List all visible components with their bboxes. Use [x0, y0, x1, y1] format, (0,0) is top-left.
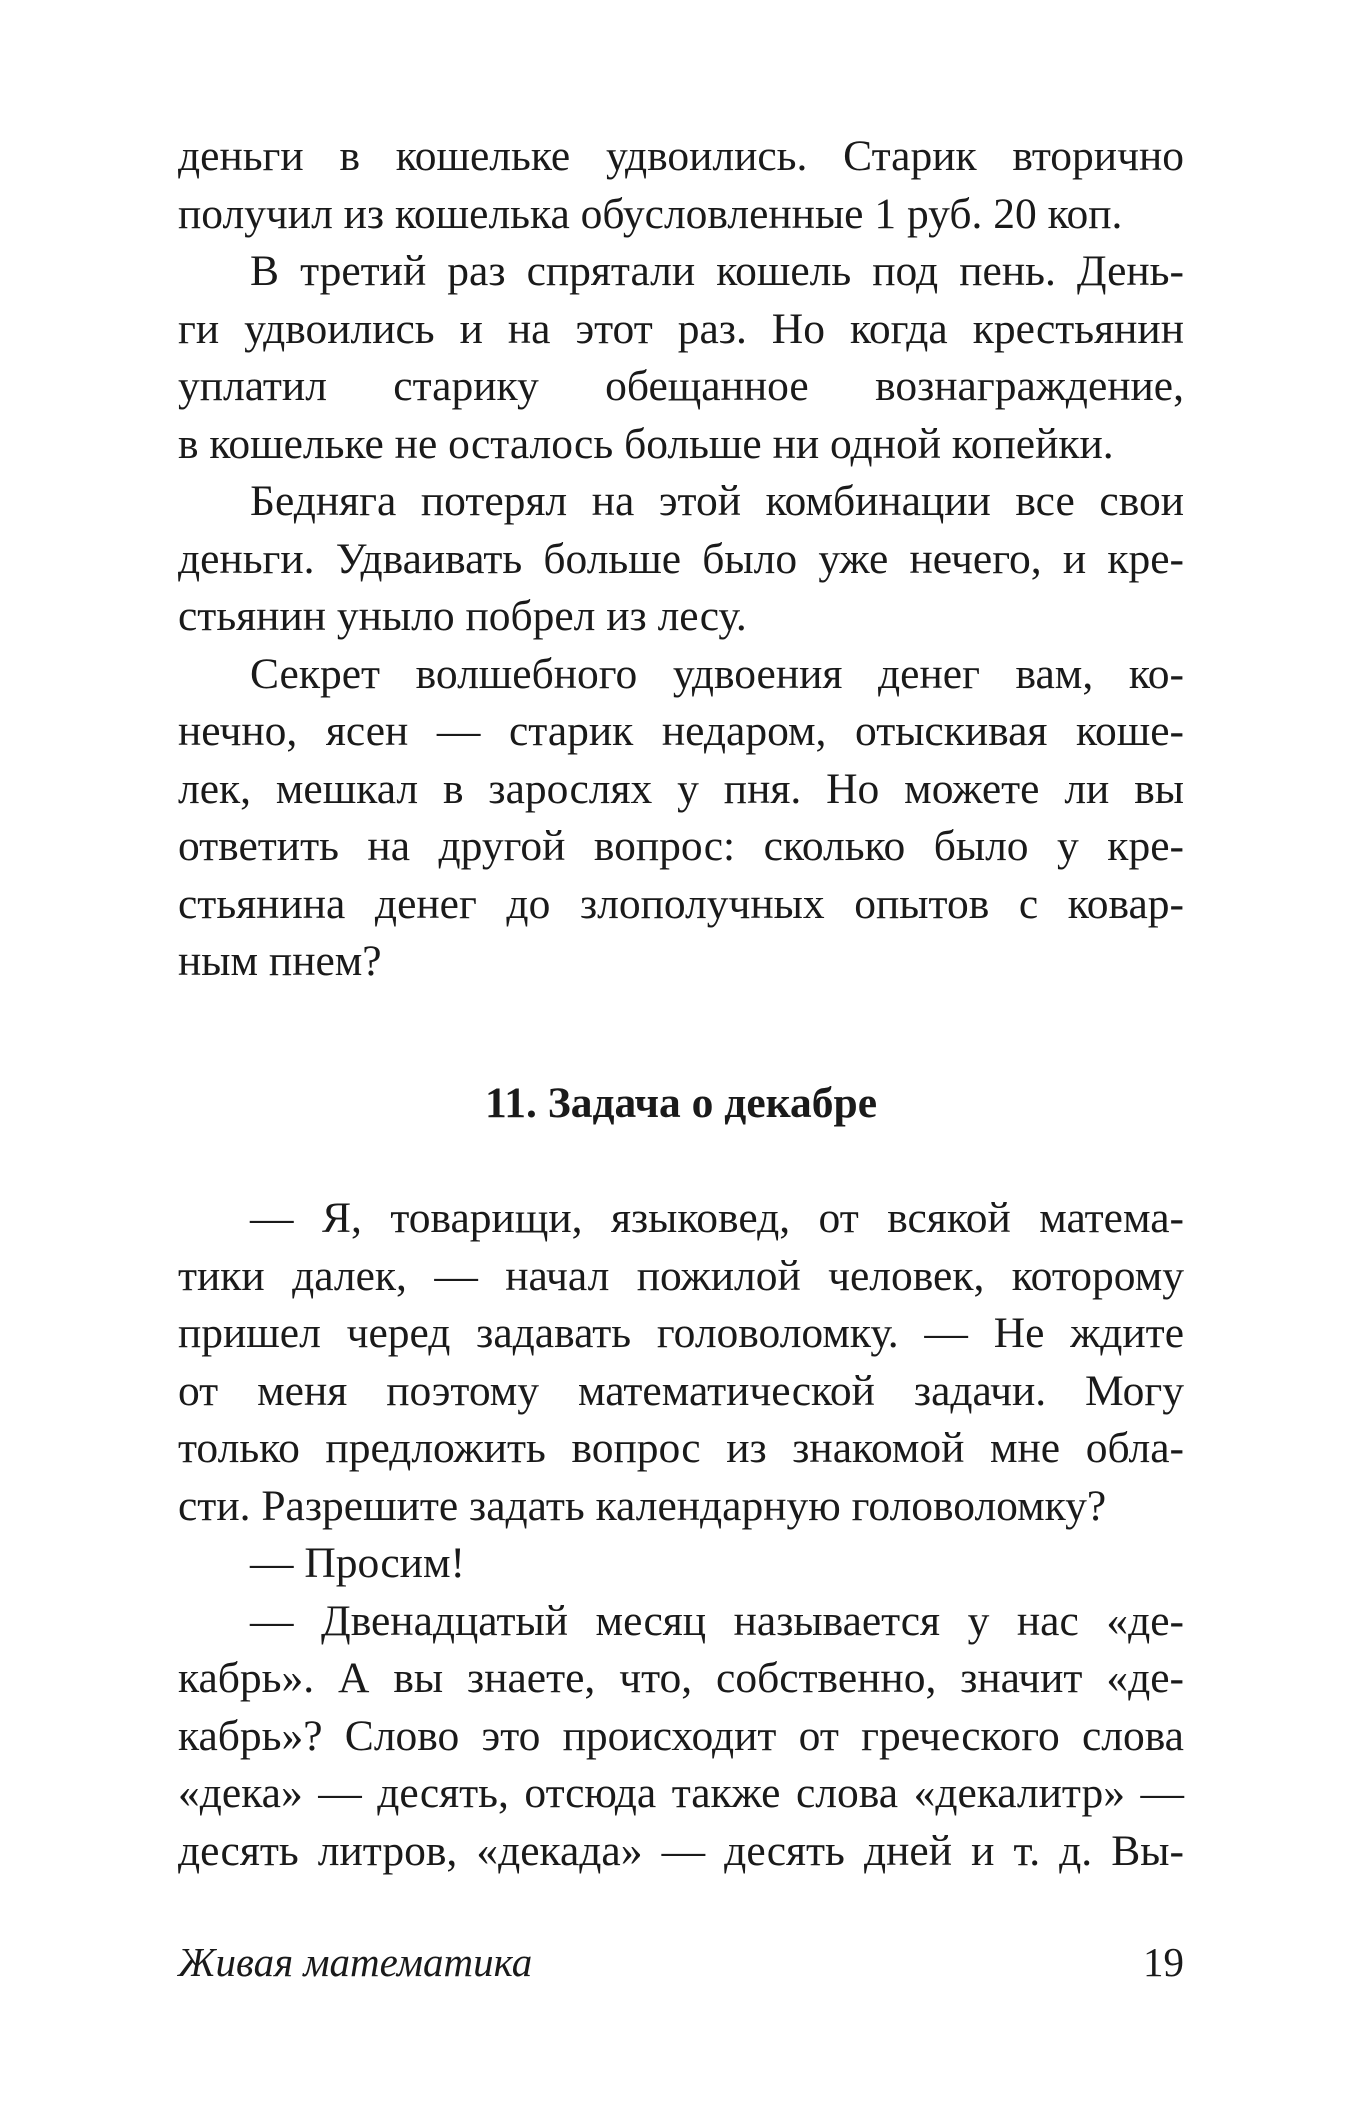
text-line: кабрь». А вы знаете, что, собственно, значит «де-	[178, 1654, 1184, 1702]
text-line: от меня поэтому математической задачи. Могу	[178, 1366, 1184, 1415]
text-line: получил из кошелька обусловленные 1 руб. 20 коп.	[178, 189, 1123, 238]
text-line: сти. Разрешите задать календарную головоломку?	[178, 1481, 1107, 1530]
text-line: только предложить вопрос из знакомой мне обла-	[178, 1424, 1184, 1472]
page-number: 19	[1143, 1939, 1184, 1985]
text-line: тики далек, — начал пожилой человек, которому	[178, 1251, 1184, 1300]
text-block-top	[178, 128, 1184, 991]
text-line: нечно, ясен — старик недаром, отыскивая коше-	[178, 707, 1184, 755]
text-line: деньги. Удваивать больше было уже нечего, и кре-	[178, 534, 1184, 583]
text-line: — Двенадцатый месяц называется у нас «де-	[250, 1596, 1184, 1645]
text-line: Секрет волшебного удвоения денег вам, ко-	[250, 649, 1184, 698]
running-title: Живая математика	[178, 1939, 533, 1985]
text-line: стьянина денег до злополучных опытов с ковар-	[178, 879, 1184, 928]
text-line: деньги в кошельке удвоились. Старик вторично	[178, 132, 1184, 180]
text-line: десять литров, «декада» — десять дней и т. д. Вы-	[178, 1826, 1184, 1875]
text-line: ответить на другой вопрос: сколько было у кре-	[178, 822, 1184, 870]
text-line: — Я, товарищи, языковед, от всякой матема-	[250, 1194, 1184, 1242]
text-line: кабрь»? Слово это происходит от греческого слова	[178, 1711, 1184, 1760]
text-block-bottom	[178, 1190, 1184, 1880]
section-heading: 11. Задача о декабре	[484, 1079, 878, 1127]
text-line: уплатил старику обещанное вознаграждение,	[178, 362, 1184, 410]
text-line: стьянин уныло побрел из лесу.	[178, 592, 747, 640]
text-line: ги удвоились и на этот раз. Но когда крестьянин	[178, 304, 1184, 353]
text-line: «дека» — десять, отсюда также слова «декалитр» —	[178, 1769, 1184, 1817]
text-line: ным пнем?	[178, 937, 382, 985]
text-line: В третий раз спрятали кошель под пень. День-	[250, 247, 1184, 295]
text-line: — Просим!	[250, 1539, 465, 1587]
text-line: Бедняга потерял на этой комбинации все свои	[250, 477, 1184, 525]
text-line: пришел черед задавать головоломку. — Не ждите	[178, 1309, 1184, 1357]
text-line: лек, мешкал в зарослях у пня. Но можете ли вы	[178, 764, 1184, 813]
page-footer	[178, 1934, 1184, 1991]
text-line: в кошельке не осталось больше ни одной копейки.	[178, 419, 1114, 468]
